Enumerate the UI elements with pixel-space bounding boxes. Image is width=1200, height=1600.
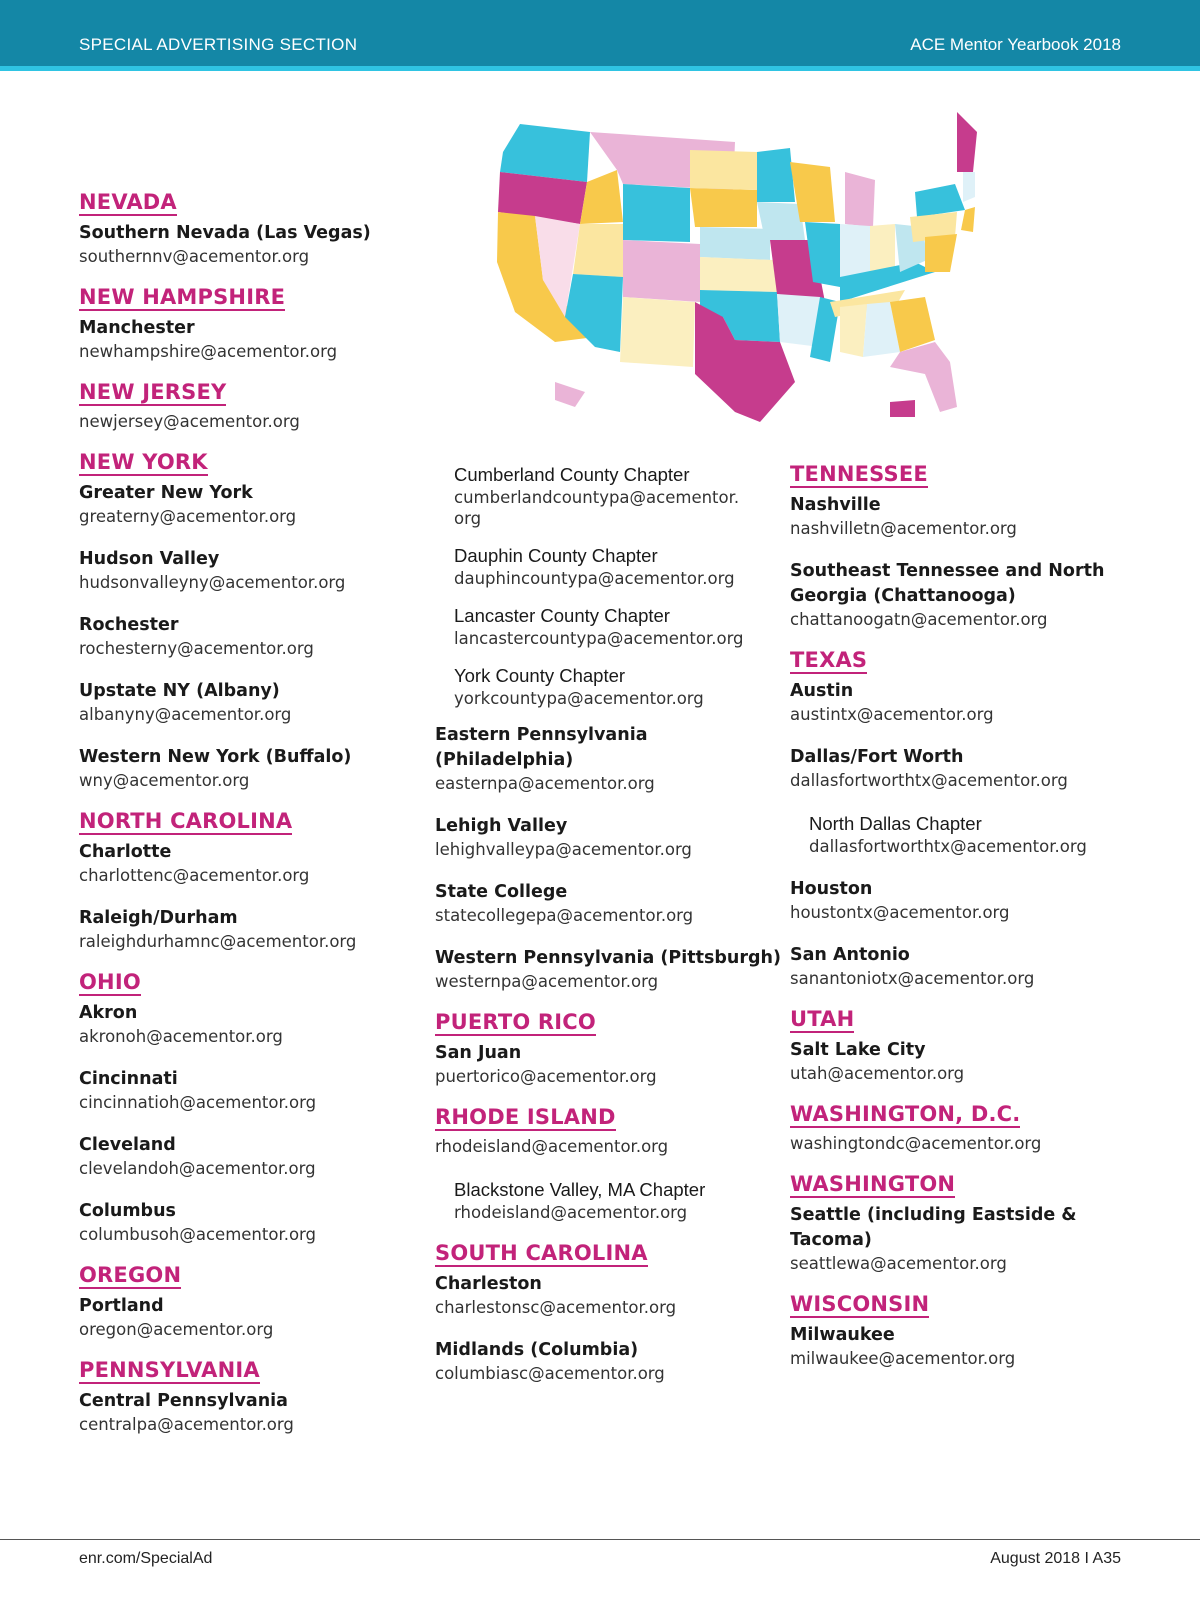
chapter-email[interactable]: sanantoniotx@acementor.org <box>790 969 1035 988</box>
chapter-name: Portland <box>79 1296 164 1316</box>
chapter-email[interactable]: rhodeisland@acementor.org <box>435 1137 669 1156</box>
chapter-name: Hudson Valley <box>79 549 220 569</box>
chapter-name: Milwaukee <box>790 1325 895 1345</box>
chapter-email[interactable]: newhampshire@acementor.org <box>79 342 338 361</box>
chapter-email[interactable]: columbusoh@acementor.org <box>79 1225 317 1244</box>
chapter-name: Seattle (including Eastside & <box>790 1205 1077 1225</box>
state-heading-washington: WASHINGTON <box>790 1172 956 1196</box>
chapter-email[interactable]: austintx@acementor.org <box>790 705 994 724</box>
chapter-name: Cincinnati <box>79 1069 178 1089</box>
chapter-name: Western New York (Buffalo) <box>79 747 352 767</box>
chapter-email[interactable]: hudsonvalleyny@acementor.org <box>79 573 346 592</box>
state-heading-nevada: NEVADA <box>79 190 177 214</box>
state-heading-north-carolina: NORTH CAROLINA <box>79 809 293 833</box>
chapter-email[interactable]: rhodeisland@acementor.org <box>454 1203 688 1222</box>
chapter-email[interactable]: charlottenc@acementor.org <box>79 866 310 885</box>
chapter-email[interactable]: westernpa@acementor.org <box>435 972 659 991</box>
chapter-name-continued: Georgia (Chattanooga) <box>790 586 1016 606</box>
state-heading-wisconsin: WISCONSIN <box>790 1292 930 1316</box>
chapter-name: Austin <box>790 681 854 701</box>
chapter-name: Western Pennsylvania (Pittsburgh) <box>435 948 781 968</box>
chapter-email[interactable]: milwaukee@acementor.org <box>790 1349 1016 1368</box>
chapter-email[interactable]: easternpa@acementor.org <box>435 774 655 793</box>
chapter-name: Blackstone Valley, MA Chapter <box>454 1179 706 1200</box>
chapter-name: Greater New York <box>79 483 253 503</box>
state-heading-new-york: NEW YORK <box>79 450 208 474</box>
publication-title: ACE Mentor Yearbook 2018 <box>910 35 1121 54</box>
state-heading-new-jersey: NEW JERSEY <box>79 380 227 404</box>
footer-url[interactable]: enr.com/SpecialAd <box>79 1550 213 1567</box>
state-heading-tennessee: TENNESSEE <box>790 462 928 486</box>
footer-page-number: August 2018 I A35 <box>990 1550 1121 1567</box>
chapter-email[interactable]: lehighvalleypa@acementor.org <box>435 840 692 859</box>
chapter-email[interactable]: utah@acementor.org <box>790 1064 965 1083</box>
chapter-name: Midlands (Columbia) <box>435 1340 639 1360</box>
chapter-email[interactable]: washingtondc@acementor.org <box>790 1134 1042 1153</box>
chapter-name: Houston <box>790 879 873 899</box>
chapter-email[interactable]: statecollegepa@acementor.org <box>435 906 694 925</box>
chapter-email[interactable]: albanyny@acementor.org <box>79 705 292 724</box>
chapter-email[interactable]: seattlewa@acementor.org <box>790 1254 1007 1273</box>
chapter-email[interactable]: newjersey@acementor.org <box>79 412 300 431</box>
chapter-name: San Juan <box>435 1043 522 1063</box>
chapter-name: Rochester <box>79 615 179 635</box>
chapter-name: Manchester <box>79 318 195 338</box>
chapter-name: Raleigh/Durham <box>79 908 238 928</box>
page-header <box>0 0 1200 71</box>
chapter-email[interactable]: cumberlandcountypa@acementor. <box>454 488 740 507</box>
chapter-name: State College <box>435 882 568 902</box>
chapter-email[interactable]: dallasfortworthtx@acementor.org <box>809 837 1087 856</box>
chapter-name: Lehigh Valley <box>435 816 568 836</box>
chapter-email[interactable]: yorkcountypa@acementor.org <box>454 689 704 708</box>
chapter-email[interactable]: charlestonsc@acementor.org <box>435 1298 677 1317</box>
chapter-name: San Antonio <box>790 945 910 965</box>
chapter-name: York County Chapter <box>454 665 626 686</box>
chapter-email[interactable]: raleighdurhamnc@acementor.org <box>79 932 357 951</box>
state-heading-pennsylvania: PENNSYLVANIA <box>79 1358 260 1382</box>
state-heading-washington-dc: WASHINGTON, D.C. <box>790 1102 1021 1126</box>
chapter-name: Salt Lake City <box>790 1040 926 1060</box>
chapter-name: Central Pennsylvania <box>79 1391 288 1411</box>
chapter-name-continued: (Philadelphia) <box>435 750 574 770</box>
chapter-name: Charlotte <box>79 842 172 862</box>
state-heading-new-hampshire: NEW HAMPSHIRE <box>79 285 286 309</box>
chapter-name: Columbus <box>79 1201 176 1221</box>
chapter-email-continued[interactable]: org <box>454 509 482 528</box>
chapter-name: Dallas/Fort Worth <box>790 747 964 767</box>
chapter-email[interactable]: centralpa@acementor.org <box>79 1415 294 1434</box>
chapter-email[interactable]: columbiasc@acementor.org <box>435 1364 665 1383</box>
chapter-email[interactable]: dallasfortworthtx@acementor.org <box>790 771 1068 790</box>
chapter-email[interactable]: oregon@acementor.org <box>79 1320 274 1339</box>
chapter-name: Nashville <box>790 495 881 515</box>
chapter-email[interactable]: wny@acementor.org <box>79 771 250 790</box>
chapter-email[interactable]: houstontx@acementor.org <box>790 903 1010 922</box>
footer-divider <box>0 1539 1200 1540</box>
state-heading-south-carolina: SOUTH CAROLINA <box>435 1241 648 1265</box>
chapter-email[interactable]: akronoh@acementor.org <box>79 1027 283 1046</box>
chapter-name: Southeast Tennessee and North <box>790 561 1105 581</box>
chapter-email[interactable]: rochesterny@acementor.org <box>79 639 314 658</box>
chapter-name: Dauphin County Chapter <box>454 545 658 566</box>
chapter-name: Cleveland <box>79 1135 176 1155</box>
chapter-email[interactable]: clevelandoh@acementor.org <box>79 1159 316 1178</box>
chapter-name: Southern Nevada (Las Vegas) <box>79 223 371 243</box>
chapter-name: North Dallas Chapter <box>809 813 982 834</box>
chapter-name-continued: Tacoma) <box>790 1230 872 1250</box>
chapter-email[interactable]: nashvilletn@acementor.org <box>790 519 1017 538</box>
chapter-name: Upstate NY (Albany) <box>79 681 280 701</box>
state-heading-oregon: OREGON <box>79 1263 182 1287</box>
chapter-email[interactable]: dauphincountypa@acementor.org <box>454 569 735 588</box>
state-heading-ohio: OHIO <box>79 970 141 994</box>
state-heading-rhode-island: RHODE ISLAND <box>435 1105 616 1129</box>
state-heading-puerto-rico: PUERTO RICO <box>435 1010 596 1034</box>
us-map-illustration <box>495 112 985 437</box>
chapter-email[interactable]: southernnv@acementor.org <box>79 247 310 266</box>
chapter-name: Cumberland County Chapter <box>454 464 690 485</box>
chapter-email[interactable]: cincinnatioh@acementor.org <box>79 1093 317 1112</box>
chapter-name: Charleston <box>435 1274 542 1294</box>
chapter-name: Eastern Pennsylvania <box>435 725 648 745</box>
chapter-email[interactable]: lancastercountypa@acementor.org <box>454 629 744 648</box>
chapter-email[interactable]: chattanoogatn@acementor.org <box>790 610 1048 629</box>
state-heading-texas: TEXAS <box>790 648 868 672</box>
state-heading-utah: UTAH <box>790 1007 855 1031</box>
chapter-email[interactable]: greaterny@acementor.org <box>79 507 297 526</box>
chapter-email[interactable]: puertorico@acementor.org <box>435 1067 657 1086</box>
chapter-name: Akron <box>79 1003 138 1023</box>
section-label: SPECIAL ADVERTISING SECTION <box>79 35 358 54</box>
chapter-name: Lancaster County Chapter <box>454 605 670 626</box>
